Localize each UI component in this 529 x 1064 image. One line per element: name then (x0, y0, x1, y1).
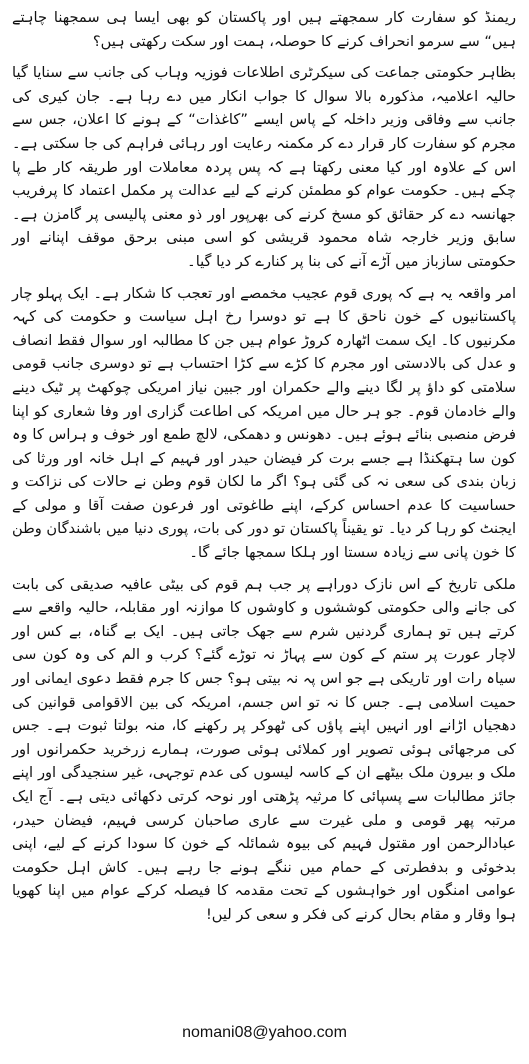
article-paragraph-1: ریمنڈ کو سفارت کار سمجھتے ہیں اور پاکستان کو بھی ایسا ہی سمجھنا چاہتے ہیں“ سے سرمو انحراف کرنے کا حوصلہ، ہمت اور سکت رکھتی ہیں؟ (12, 9, 516, 50)
article-paragraph-4: ملکی تاریخ کے اس نازک دوراہے پر جب ہم قوم کی بیٹی عافیہ صدیقی کی بابت کی جانے والی حکومتی کوششوں و کاوشوں کا موازنہ اور مقابلہ، حالیہ واقعے سے کرتے ہیں تو ہماری گردنیں شرم سے جھک جاتی ہیں۔ ایک بے گناہ، بے کس اور لاچار عورت پر ستم کے کون سے پہاڑ نہ توڑے گئے؟ کرب و الم کی وہ کون سی سیاہ رات اور تاریکی ہے جو اس پہ نہ بیتی ہو؟ جس کا جرم فقط دعوی ایمانی اور حمیت اسلامی ہے۔ جس کا نہ تو اس جسم، امریکہ کی بین الاقوامی قوانین کی دھجیاں اڑانے اور انہیں اپنے پاؤں کی ٹھوکر پر رکھنے کا، منہ بولتا ثبوت ہے۔ جس کی مرجھائی ہوئی تصویر اور کملائی ہوئی صورت، ہمارے زرخرید حکمرانوں اور ملک و بیرون ملک بیٹھے ان کے کاسہ لیسوں کی عدم توجہی، غیر سنجیدگی اور اپنے جائز مطالبات سے پسپائی کا مرثیہ پڑھتی اور نوحہ کرتی دکھائی دیتی ہے۔ آج ایک مرتبہ پھر قومی و ملی غیرت سے عاری صاحبان کرسی فہیم، فیضان حیدر، عبادالرحمن اور مقتول فہیم کی بیوہ شمائلہ کے خون کا سودا کرنے کے لیے، اپنی بدخوئی و بدفطرتی کے حمام میں ننگے ہونے جا رہے ہیں۔ کاش اہل حکومت عوامی امنگوں اور خواہشوں کے تحت مقدمہ کا فیصلہ کرکے عوام میں اپنا کھویا ہوا وقار و مقام بحال کرنے کی فکر و سعی کر لیں! (12, 575, 516, 923)
article-paragraph-2: بظاہر حکومتی جماعت کی سیکرٹری اطلاعات فوزیہ وہاب کی جانب سے سنایا گیا حالیہ اعلامیہ، مذکورہ بالا سوال کا جواب انکار میں دے رہا ہے۔ جان کیری کی جانب سے وفاقی وزیر داخلہ کے پاس ایسے ”کاغذات“ کے ہونے کا اعلان، جس سے مجرم کو سفارت کار قرار دے کر مکمنہ رعایت اور رہائی فراہم کی جا سکتی ہے۔ اس کے علاوہ اور کیا معنی رکھتا ہے کہ پس پردہ معاملات اور طریقہ کار طے پا چکے ہیں۔ حکومت عوام کو مطمئن کرنے کے لیے عدالت پر مکمل اعتماد کا پرفریب جھانسہ دے کر حقائق کو مسخ کرنے کی بھرپور اور ذو معنی پالیسی پر گامزن ہے۔ سابق وزیر خارجہ شاہ محمود قریشی کو اسی مبنی برحق موقف اپنانے اور حکومتی سازباز میں آڑے آنے کی بنا پر کنارے کر دیا گیا۔ (12, 64, 516, 270)
author-email: nomani08@yahoo.com (182, 1024, 347, 1041)
article-paragraph-3: امر واقعہ یہ ہے کہ پوری قوم عجیب مخمصے اور تعجب کا شکار ہے۔ ایک پہلو چار پاکستانیوں کے خون ناحق کا ہے تو دوسرا رخ اہل سیاست و حکومت کی کہہ مکرنیوں کا۔ ایک سمت اٹھارہ کروڑ عوام ہیں جن کا مطالبہ اور سوال فقط انصاف و عدل کی بالادستی اور مجرم کا کڑے سے کڑا احتساب ہے تو دوسری جانب قومی سلامتی کو داؤ پر لگا دینے والے حکمران اور جبین نیاز امریکی چوکھٹ پر ٹیک دینے والے خادمان قوم۔ جو ہر حال میں امریکہ کی اطاعت گزاری اور وفا شعاری کو اپنا فرض منصبی بنائے ہوئے ہیں۔ دھونس و دھمکی، لالچ طمع اور خوف و ہراس کا وہ کون سا ہتھکنڈا ہے جسے برت کر فیضان حیدر اور فہیم کے اہل خانہ اور ورثا کی زبان بندی کی سعی نہ کی گئی ہو؟ اگر ما لکان قوم وطن نے حالات کی نزاکت و حساسیت کا عدم احساس کرکے، اپنے طاغوتی اور فرعون صفت آقا و مولی کے ایجنٹ کو رہا کر دیا۔ تو یقیناً پاکستان تو دور کی بات، پوری دنیا میں باشندگان وطن کا خون پانی سے زیادہ سستا اور ہلکا سمجھا جائے گا۔ (12, 284, 516, 562)
article-body (12, 4, 516, 927)
